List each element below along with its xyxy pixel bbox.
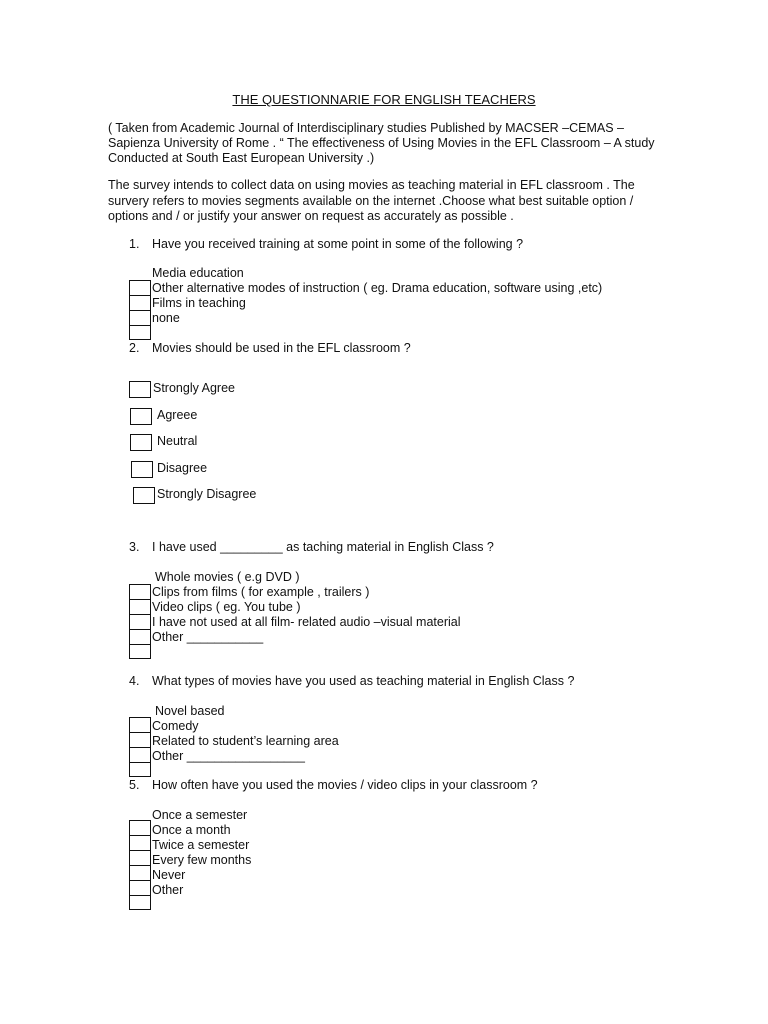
checkbox[interactable]: [129, 381, 151, 398]
checkbox[interactable]: [129, 747, 151, 762]
checkbox[interactable]: [131, 461, 153, 478]
source-line: Conducted at South East European University .): [108, 151, 375, 165]
checkbox[interactable]: [130, 408, 152, 425]
source-line: Sapienza University of Rome . “ The effectiveness of Using Movies in the EFL Classroom – A study: [108, 136, 655, 150]
checkbox-stack: [129, 584, 151, 659]
checkbox[interactable]: [129, 599, 151, 614]
checkbox[interactable]: [129, 880, 151, 895]
option-label: Clips from films ( for example , trailers ): [152, 585, 370, 599]
option-label: Films in teaching: [152, 296, 246, 310]
intro-line: The survey intends to collect data on using movies as teaching material in EFL classroom . The: [108, 178, 635, 192]
checkbox[interactable]: [129, 295, 151, 310]
checkbox[interactable]: [129, 850, 151, 865]
intro-line: options and / or justify your answer on request as accurately as possible .: [108, 209, 514, 223]
option-label: Other _________________: [152, 749, 305, 763]
option-label: Never: [152, 868, 186, 882]
question-text: How often have you used the movies / video clips in your classroom ?: [152, 778, 538, 792]
question-text: What types of movies have you used as teaching material in English Class ?: [152, 674, 575, 688]
checkbox[interactable]: [130, 434, 152, 451]
option-label: Disagree: [157, 461, 208, 475]
checkbox-stack: [129, 717, 151, 777]
option-label: Every few months: [152, 853, 252, 867]
option-label: Once a month: [152, 823, 231, 837]
checkbox[interactable]: [129, 629, 151, 644]
checkbox[interactable]: [129, 325, 151, 340]
checkbox[interactable]: [129, 614, 151, 629]
option-label: Strongly Agree: [153, 381, 235, 395]
option-label: Novel based: [155, 704, 225, 718]
question-number: 1.: [129, 237, 140, 251]
option-label: Other ___________: [152, 630, 264, 644]
checkbox[interactable]: [133, 487, 155, 504]
question-number: 2.: [129, 341, 140, 355]
option-label: Strongly Disagree: [157, 487, 257, 501]
question-number: 5.: [129, 778, 140, 792]
checkbox[interactable]: [129, 732, 151, 747]
option-label: Whole movies ( e.g DVD ): [155, 570, 300, 584]
question-text: I have used _________ as taching material in English Class ?: [152, 540, 494, 554]
option-label: I have not used at all film- related audio –visual material: [152, 615, 461, 629]
option-label: Agreee: [157, 408, 198, 422]
checkbox[interactable]: [129, 717, 151, 732]
source-line: ( Taken from Academic Journal of Interdisciplinary studies Published by MACSER –CEMAS –: [108, 121, 624, 135]
checkbox[interactable]: [129, 644, 151, 659]
option-label: Twice a semester: [152, 838, 250, 852]
checkbox[interactable]: [129, 895, 151, 910]
option-label: Media education: [152, 266, 244, 280]
option-label: Video clips ( eg. You tube ): [152, 600, 301, 614]
option-label: Other: [152, 883, 184, 897]
option-label: Related to student’s learning area: [152, 734, 339, 748]
checkbox[interactable]: [129, 584, 151, 599]
question-number: 4.: [129, 674, 140, 688]
checkbox[interactable]: [129, 835, 151, 850]
checkbox-stack: [129, 280, 151, 340]
checkbox-stack: [129, 820, 151, 910]
checkbox[interactable]: [129, 762, 151, 777]
page-title: THE QUESTIONNARIE FOR ENGLISH TEACHERS: [232, 92, 536, 107]
question-number: 3.: [129, 540, 140, 554]
question-text: Have you received training at some point in some of the following ?: [152, 237, 524, 251]
checkbox[interactable]: [129, 280, 151, 295]
intro-line: survery refers to movies segments available on the internet .Choose what best suitable option /: [108, 194, 634, 208]
option-label: Neutral: [157, 434, 198, 448]
option-label: Once a semester: [152, 808, 248, 822]
checkbox[interactable]: [129, 865, 151, 880]
option-label: Other alternative modes of instruction ( eg. Drama education, software using ,etc): [152, 281, 603, 295]
question-text: Movies should be used in the EFL classroom ?: [152, 341, 411, 355]
option-label: Comedy: [152, 719, 199, 733]
option-label: none: [152, 311, 180, 325]
checkbox[interactable]: [129, 310, 151, 325]
checkbox[interactable]: [129, 820, 151, 835]
